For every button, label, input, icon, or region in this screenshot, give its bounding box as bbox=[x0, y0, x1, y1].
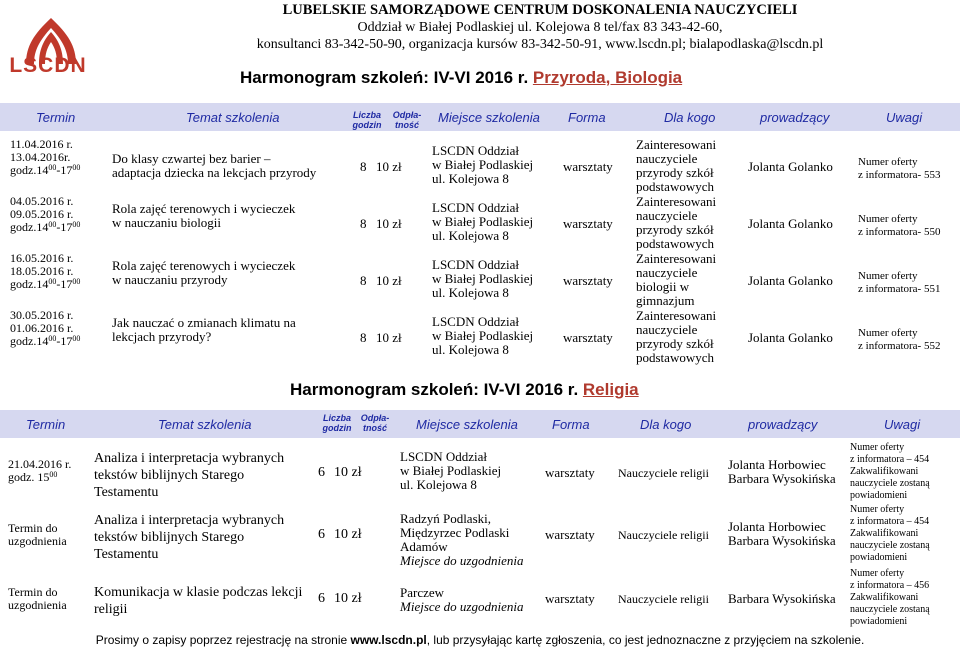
notes-line: Numer oferty bbox=[858, 213, 918, 225]
date-line: 18.05.2016 r. bbox=[10, 264, 74, 278]
row-form: warsztaty bbox=[545, 465, 595, 480]
notes-line: z informatora – 456 bbox=[850, 580, 930, 591]
time-text: godz.14 bbox=[10, 220, 49, 234]
col-fee: Odpła-tność bbox=[360, 413, 390, 433]
notes-line: powiadomieni bbox=[850, 616, 908, 627]
place-line: Adamów bbox=[400, 539, 448, 554]
lead-line: Jolanta Horbowiec bbox=[728, 457, 826, 472]
row-notes bbox=[858, 156, 940, 182]
row-fee: 10 zł bbox=[376, 273, 402, 288]
org-header bbox=[120, 2, 960, 53]
audience-line: przyrody szkół bbox=[636, 165, 714, 180]
row-hours: 6 bbox=[318, 527, 325, 542]
notes-line: powiadomieni bbox=[850, 552, 908, 563]
row-place bbox=[400, 512, 523, 568]
place-line: LSCDN Oddział bbox=[432, 257, 520, 272]
time-line bbox=[10, 278, 80, 291]
row-audience bbox=[636, 252, 716, 308]
place-line: ul. Kolejowa 8 bbox=[432, 228, 509, 243]
topic-line: tekstów biblijnych Starego bbox=[94, 530, 245, 545]
row-lead: Jolanta Golanko bbox=[748, 330, 833, 345]
row-hours: 6 bbox=[318, 465, 325, 480]
time-text: godz.14 bbox=[10, 163, 49, 177]
date-line: 21.04.2016 r. bbox=[8, 457, 72, 471]
place-line: LSCDN Oddział bbox=[432, 143, 520, 158]
col-topic: Temat szkolenia bbox=[158, 417, 252, 432]
date-line: Termin do bbox=[8, 585, 58, 599]
notes-line: nauczyciele zostaną bbox=[850, 604, 930, 615]
lead-line: Barbara Wysokińska bbox=[728, 591, 836, 606]
row-audience bbox=[636, 195, 716, 251]
place-line: w Białej Podlaskiej bbox=[400, 463, 502, 478]
col-lead: prowadzący bbox=[748, 417, 818, 432]
org-name: LUBELSKIE SAMORZĄDOWE CENTRUM DOSKONALENIA NAUCZYCIELI bbox=[282, 2, 798, 18]
row-topic bbox=[112, 152, 316, 180]
rel-row bbox=[0, 504, 960, 570]
date-line: uzgodnienia bbox=[8, 598, 67, 612]
topic-line: Jak nauczać o zmianach klimatu na bbox=[112, 315, 296, 330]
date-line: 13.04.2016r. bbox=[10, 150, 71, 164]
time-line bbox=[10, 335, 80, 348]
rel-row bbox=[0, 442, 960, 508]
audience-line: podstawowych bbox=[636, 350, 714, 365]
audience-line: nauczyciele bbox=[636, 322, 698, 337]
lead-line: Barbara Wysokińska bbox=[728, 533, 836, 548]
row-topic bbox=[94, 584, 302, 618]
row-date bbox=[10, 252, 80, 291]
row-topic bbox=[112, 202, 295, 230]
row-audience bbox=[636, 309, 716, 365]
audience-line: biologii w bbox=[636, 279, 690, 294]
row-place bbox=[432, 315, 533, 357]
row-topic bbox=[94, 450, 284, 501]
audience-line: nauczyciele bbox=[636, 265, 698, 280]
row-place bbox=[400, 586, 523, 614]
topic-line: Testamentu bbox=[94, 547, 159, 562]
row-topic bbox=[112, 259, 295, 287]
place-line: w Białej Podlaskiej bbox=[432, 328, 534, 343]
time-sup: 00 bbox=[48, 277, 57, 286]
date-line: 01.06.2016 r. bbox=[10, 321, 74, 335]
row-form: warsztaty bbox=[563, 216, 613, 231]
time-text: -17 bbox=[56, 277, 73, 291]
time-sup: 00 bbox=[72, 277, 81, 286]
logo-text: LSCDN bbox=[9, 54, 87, 77]
row-date bbox=[10, 195, 80, 234]
audience-line: przyrody szkół bbox=[636, 222, 714, 237]
org-contacts: konsultanci 83-342-50-90, organizacja kursów 83-342-50-91, www.lscdn.pl; bialapodlaska@lscdn.pl bbox=[256, 37, 824, 52]
row-fee: 10 zł bbox=[376, 159, 402, 174]
col-termin: Termin bbox=[36, 110, 76, 125]
lead-line: Barbara Wysokińska bbox=[728, 471, 836, 486]
row-hours: 8 bbox=[360, 159, 367, 174]
row-hours: 8 bbox=[360, 273, 367, 288]
col-hours: Liczba godzin bbox=[352, 110, 382, 130]
date-line: uzgodnienia bbox=[8, 534, 67, 548]
row-notes bbox=[850, 442, 930, 502]
col-termin: Termin bbox=[26, 417, 66, 432]
row-notes bbox=[858, 213, 940, 239]
topic-line: Rola zajęć terenowych i wycieczek bbox=[112, 201, 296, 216]
col-form: Forma bbox=[568, 110, 606, 125]
audience-line: nauczyciele bbox=[636, 208, 698, 223]
time-line bbox=[8, 471, 71, 484]
col-lead: prowadzący bbox=[760, 110, 830, 125]
topic-line: lekcjach przyrody? bbox=[112, 329, 212, 344]
row-audience: Nauczyciele religii bbox=[618, 592, 709, 606]
row-fee: 10 zł bbox=[376, 216, 402, 231]
row-place bbox=[432, 144, 533, 186]
lead-line: Jolanta Horbowiec bbox=[728, 519, 826, 534]
notes-line: Zakwalifikowani bbox=[850, 466, 919, 477]
place-line: LSCDN Oddział bbox=[432, 200, 520, 215]
footer-link[interactable]: www.lscdn.pl bbox=[350, 633, 427, 647]
notes-line: Numer oferty bbox=[850, 568, 905, 579]
col-place: Miejsce szkolenia bbox=[416, 417, 518, 432]
place-line: w Białej Podlaskiej bbox=[432, 271, 534, 286]
notes-line: Numer oferty bbox=[858, 270, 918, 282]
row-lead bbox=[728, 592, 836, 606]
place-line: w Białej Podlaskiej bbox=[432, 214, 534, 229]
audience-line: przyrody szkół bbox=[636, 336, 714, 351]
date-line: 11.04.2016 r. bbox=[10, 137, 73, 151]
bio-title: Harmonogram szkoleń: IV-VI 2016 r. Przyroda, Biologia bbox=[240, 68, 683, 87]
time-sup: 00 bbox=[48, 334, 57, 343]
time-text: -17 bbox=[56, 163, 73, 177]
row-date bbox=[8, 586, 67, 612]
org-address: Oddział w Białej Podlaskiej ul. Kolejowa 8 tel/fax 83 343-42-60, bbox=[357, 20, 723, 35]
time-sup: 00 bbox=[72, 334, 81, 343]
row-lead bbox=[728, 520, 836, 548]
time-sup: 00 bbox=[48, 163, 57, 172]
notes-line: z informatora – 454 bbox=[850, 516, 930, 527]
place-line: LSCDN Oddział bbox=[432, 314, 520, 329]
date-line: 04.05.2016 r. bbox=[10, 194, 74, 208]
time-sup: 00 bbox=[72, 220, 81, 229]
row-hours: 8 bbox=[360, 330, 367, 345]
time-text: godz. 15 bbox=[8, 470, 50, 484]
row-topic bbox=[94, 512, 284, 563]
place-line: LSCDN Oddział bbox=[400, 449, 488, 464]
rel-subject: Religia bbox=[582, 380, 639, 399]
row-form: warsztaty bbox=[545, 591, 595, 606]
row-date bbox=[8, 458, 71, 484]
topic-line: Analiza i interpretacja wybranych bbox=[94, 513, 285, 528]
time-sup: 00 bbox=[72, 163, 81, 172]
col-audience: Dla kogo bbox=[664, 110, 716, 125]
place-line: ul. Kolejowa 8 bbox=[432, 285, 509, 300]
date-line: Termin do bbox=[8, 521, 58, 535]
notes-line: powiadomieni bbox=[850, 490, 908, 501]
audience-line: Zainteresowani bbox=[636, 308, 717, 323]
topic-line: adaptacja dziecka na lekcjach przyrody bbox=[112, 165, 317, 180]
row-fee: 10 zł bbox=[376, 330, 402, 345]
notes-line: z informatora- 551 bbox=[858, 283, 941, 295]
time-text: -17 bbox=[56, 220, 73, 234]
row-notes bbox=[850, 504, 930, 564]
row-form: warsztaty bbox=[545, 527, 595, 542]
row-audience bbox=[636, 138, 716, 194]
topic-line: Analiza i interpretacja wybranych bbox=[94, 451, 285, 466]
footer-note: Prosimy o zapisy poprzez rejestrację na stronie www.lscdn.pl, lub przysyłając kartę zgłoszenia, co jest jednoznaczne z przyjęciem na szkolenie. bbox=[95, 633, 865, 647]
audience-line: Zainteresowani bbox=[636, 251, 717, 266]
col-place: Miejsce szkolenia bbox=[438, 110, 540, 125]
col-topic: Temat szkolenia bbox=[186, 110, 280, 125]
row-place bbox=[400, 450, 501, 492]
topic-line: w nauczaniu przyrody bbox=[112, 272, 228, 287]
rel-title: Harmonogram szkoleń: IV-VI 2016 r. Religia bbox=[290, 380, 639, 399]
topic-line: religii bbox=[94, 602, 128, 617]
col-form: Forma bbox=[552, 417, 590, 432]
audience-line: podstawowych bbox=[636, 179, 714, 194]
row-lead bbox=[728, 458, 836, 486]
row-date bbox=[10, 309, 80, 348]
date-line: 30.05.2016 r. bbox=[10, 308, 74, 322]
place-line: ul. Kolejowa 8 bbox=[432, 171, 509, 186]
row-hours: 6 bbox=[318, 591, 325, 606]
bio-row bbox=[0, 252, 960, 308]
place-line: ul. Kolejowa 8 bbox=[400, 477, 477, 492]
row-form: warsztaty bbox=[563, 159, 613, 174]
notes-line: Numer oferty bbox=[858, 327, 918, 339]
notes-line: z informatora – 454 bbox=[850, 454, 930, 465]
place-line: Radzyń Podlaski, bbox=[400, 511, 491, 526]
bio-row bbox=[0, 138, 960, 194]
notes-line: nauczyciele zostaną bbox=[850, 478, 930, 489]
rel-row bbox=[0, 568, 960, 634]
row-notes bbox=[858, 270, 940, 296]
col-notes: Uwagi bbox=[884, 417, 921, 432]
time-line bbox=[10, 164, 80, 177]
audience-line: Zainteresowani bbox=[636, 137, 717, 152]
row-date bbox=[10, 138, 80, 177]
topic-line: Komunikacja w klasie podczas lekcji bbox=[94, 585, 303, 600]
row-hours: 8 bbox=[360, 216, 367, 231]
bio-subject: Przyroda, Biologia bbox=[532, 68, 683, 87]
row-form: warsztaty bbox=[563, 330, 613, 345]
row-place bbox=[432, 258, 533, 300]
row-fee: 10 zł bbox=[334, 527, 362, 542]
row-lead: Jolanta Golanko bbox=[748, 216, 833, 231]
place-note: Miejsce do uzgodnienia bbox=[400, 553, 524, 568]
notes-line: Zakwalifikowani bbox=[850, 528, 919, 539]
time-sup: 00 bbox=[48, 220, 57, 229]
topic-line: Rola zajęć terenowych i wycieczek bbox=[112, 258, 296, 273]
notes-line: Numer oferty bbox=[850, 442, 905, 453]
bio-row bbox=[0, 309, 960, 365]
row-fee: 10 zł bbox=[334, 465, 362, 480]
topic-line: w nauczaniu biologii bbox=[112, 215, 222, 230]
time-line bbox=[10, 221, 80, 234]
notes-line: z informatora- 550 bbox=[858, 226, 941, 238]
place-note: Miejsce do uzgodnienia bbox=[400, 599, 524, 614]
place-line: Międzyrzec Podlaski bbox=[400, 525, 510, 540]
notes-line: nauczyciele zostaną bbox=[850, 540, 930, 551]
row-fee: 10 zł bbox=[334, 591, 362, 606]
date-line: 09.05.2016 r. bbox=[10, 207, 74, 221]
col-hours: Liczba godzin bbox=[322, 413, 352, 433]
time-text: -17 bbox=[56, 334, 73, 348]
place-line: ul. Kolejowa 8 bbox=[432, 342, 509, 357]
topic-line: Do klasy czwartej bez barier – bbox=[112, 151, 271, 166]
row-audience: Nauczyciele religii bbox=[618, 528, 709, 542]
audience-line: gimnazjum bbox=[636, 293, 695, 308]
time-text: godz.14 bbox=[10, 334, 49, 348]
col-fee: Odpła-tność bbox=[392, 110, 422, 130]
notes-line: Numer oferty bbox=[850, 504, 905, 515]
notes-line: Zakwalifikowani bbox=[850, 592, 919, 603]
row-topic bbox=[112, 316, 296, 344]
row-form: warsztaty bbox=[563, 273, 613, 288]
row-audience: Nauczyciele religii bbox=[618, 466, 709, 480]
time-sup: 00 bbox=[49, 470, 58, 479]
notes-line: z informatora- 552 bbox=[858, 340, 941, 352]
audience-line: podstawowych bbox=[636, 236, 714, 251]
row-date bbox=[8, 522, 67, 548]
row-lead: Jolanta Golanko bbox=[748, 159, 833, 174]
topic-line: tekstów biblijnych Starego bbox=[94, 468, 245, 483]
row-notes bbox=[858, 327, 940, 353]
notes-line: Numer oferty bbox=[858, 156, 918, 168]
bio-row bbox=[0, 195, 960, 251]
bio-table-header bbox=[0, 103, 960, 131]
place-line: w Białej Podlaskiej bbox=[432, 157, 534, 172]
row-place bbox=[432, 201, 533, 243]
audience-line: Zainteresowani bbox=[636, 194, 717, 209]
row-notes bbox=[850, 568, 930, 628]
rel-table-header bbox=[0, 410, 960, 438]
topic-line: Testamentu bbox=[94, 485, 159, 500]
notes-line: z informatora- 553 bbox=[858, 169, 941, 181]
col-notes: Uwagi bbox=[886, 110, 923, 125]
col-audience: Dla kogo bbox=[640, 417, 692, 432]
row-lead: Jolanta Golanko bbox=[748, 273, 833, 288]
place-line: Parczew bbox=[400, 585, 445, 600]
date-line: 16.05.2016 r. bbox=[10, 251, 74, 265]
audience-line: nauczyciele bbox=[636, 151, 698, 166]
time-text: godz.14 bbox=[10, 277, 49, 291]
